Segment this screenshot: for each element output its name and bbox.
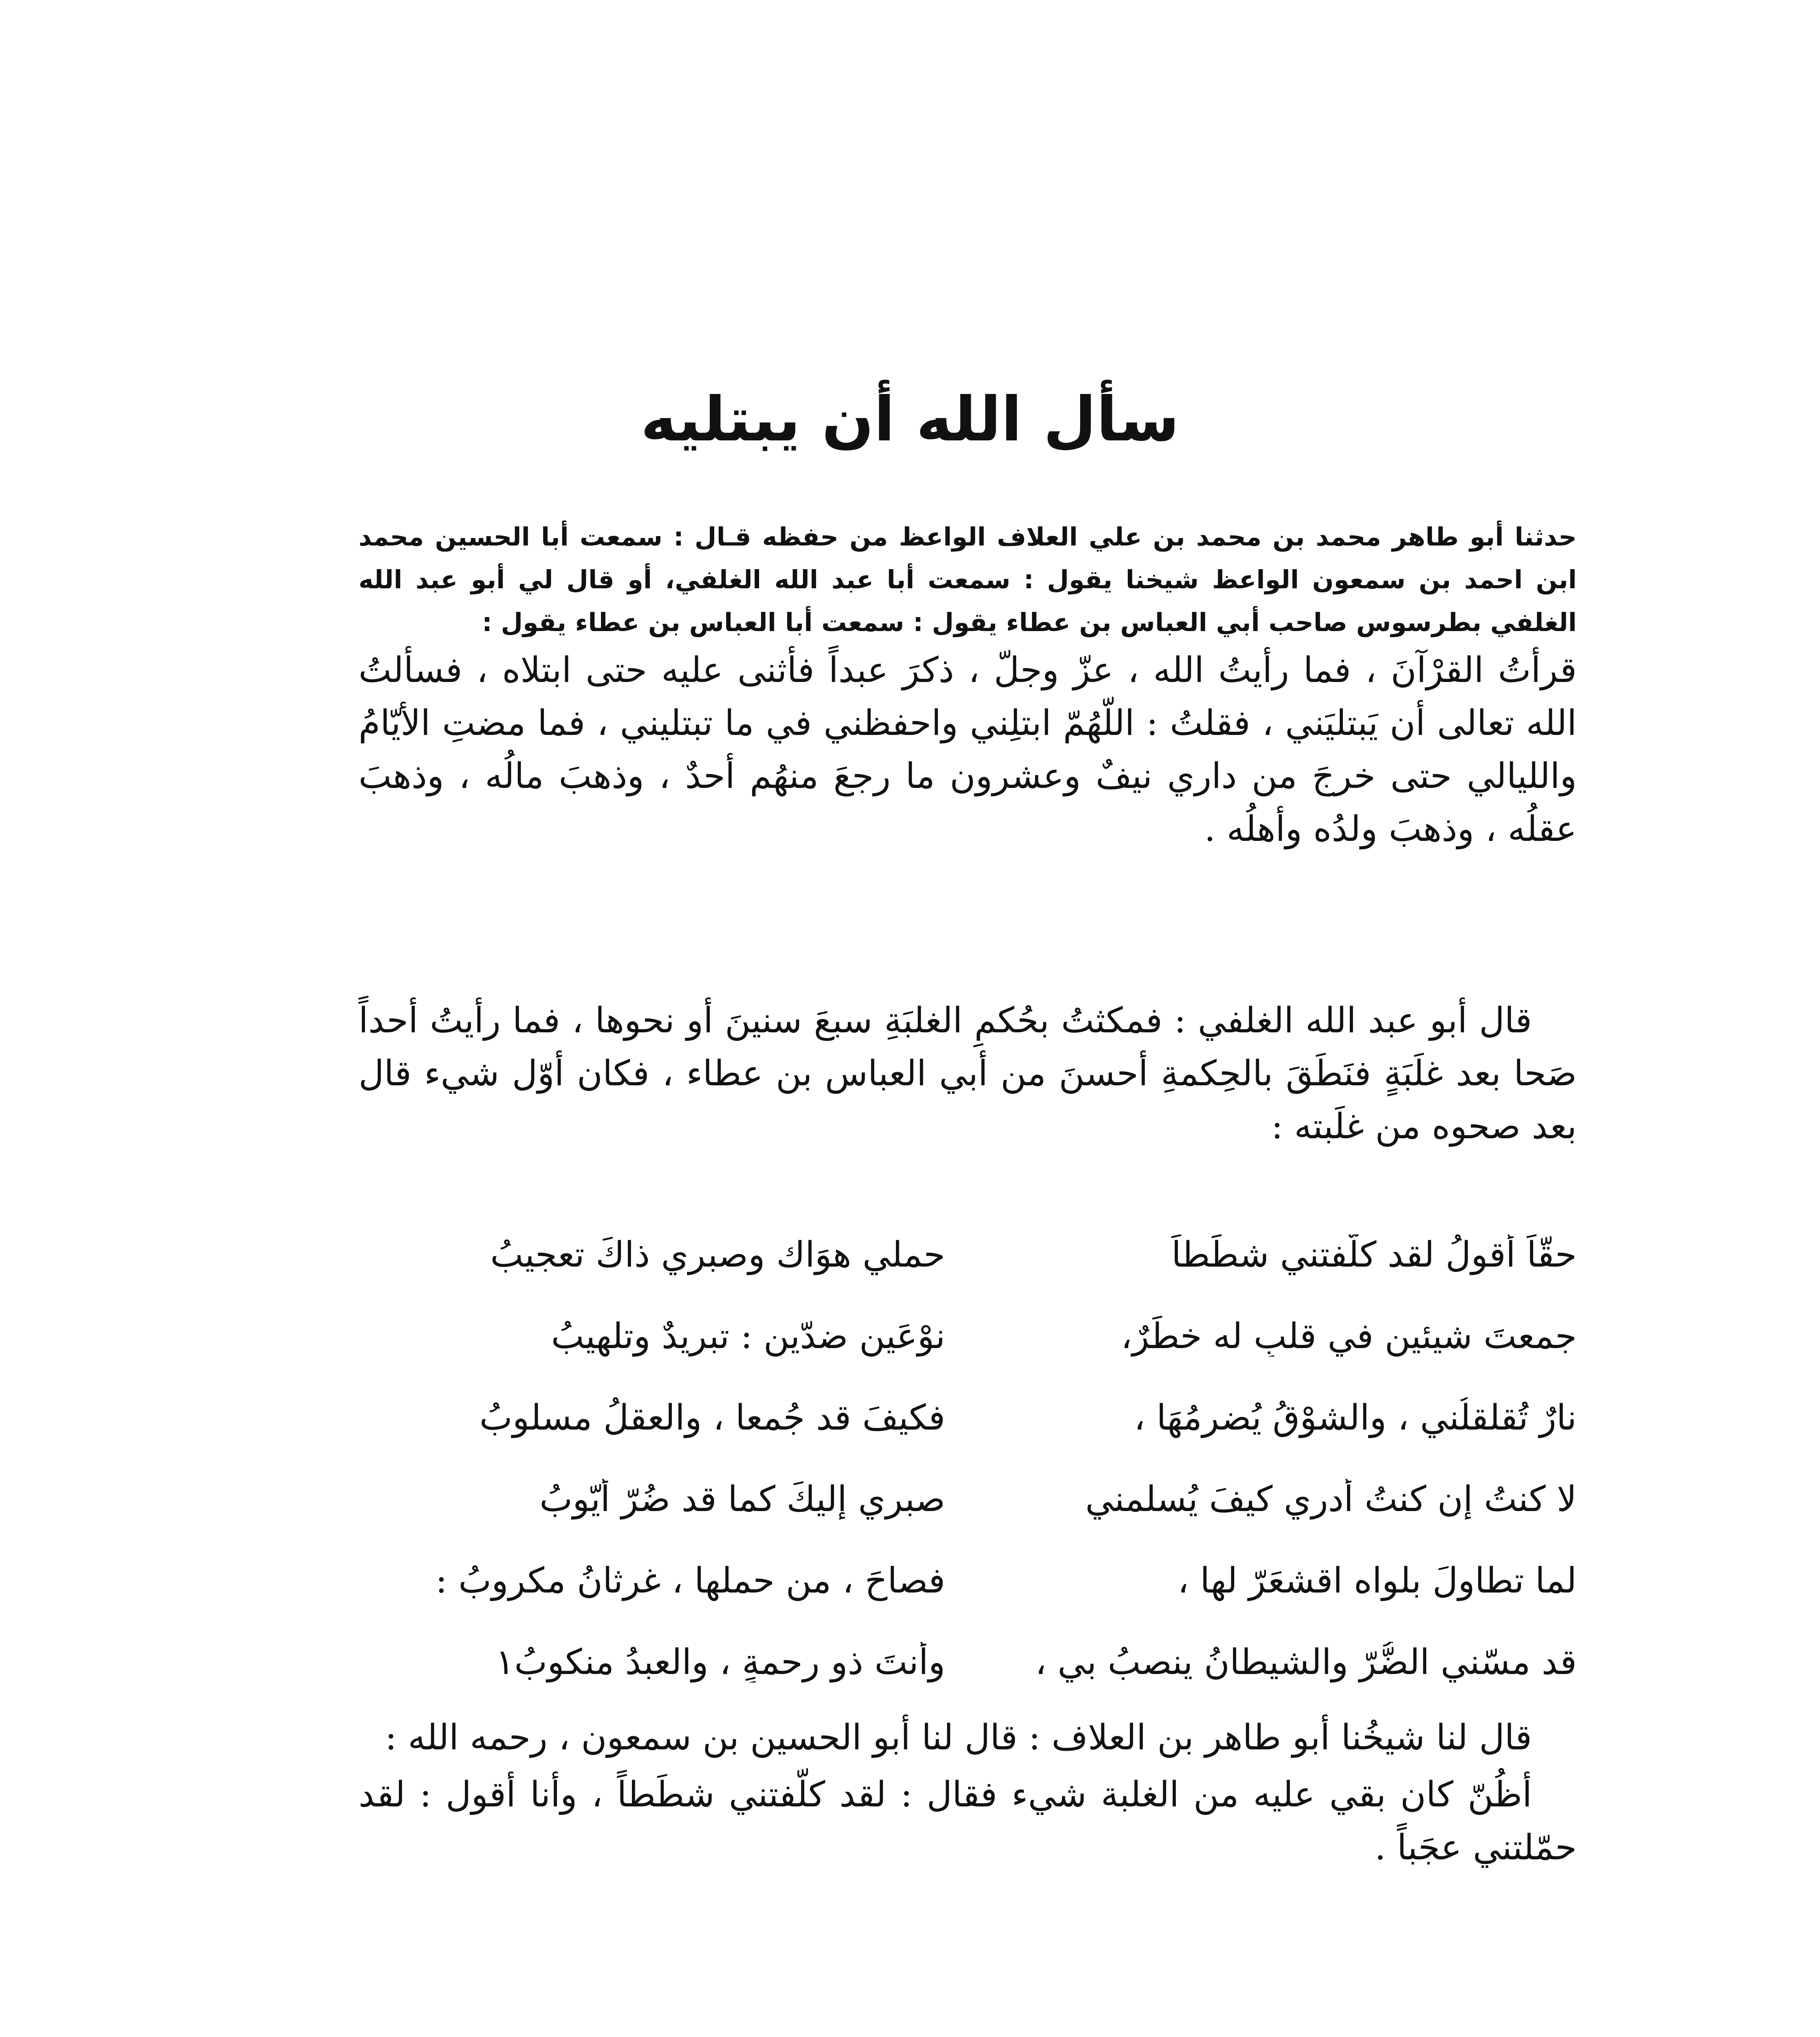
paragraph-4: أظُنّ كان بقي عليه من الغلبة شيء فقال : لقد كلّفتني شطَطاً ، وأنا أقول : لقد حمّلتني عجَباً . (359, 1774, 1577, 1868)
verse-second-hemistich: صبري إليكَ كما قد ضُرّ أيّوبُ (539, 1479, 945, 1520)
verse-first-hemistich: نارٌ تُقلقلُني ، والشوْقُ يُضرِمُهَا ، (1134, 1397, 1577, 1438)
verse-first-hemistich: قد مسّني الضُّرّ والشيطانُ ينصبُ بي ، (1035, 1642, 1577, 1683)
paragraph-2: قال أبو عبد الله الغلفي : فمكثتُ بحُكمِ الغلبَةِ سبعَ سنينَ أو نحوها ، فما رأيتُ أحداً صَحا بعد غلَبَةٍ فنَطَقَ بالحِكمةِ أحسنَ من أبي العباس بن عطاء ، فكان أوّل شيء قال بعد صحوه من غلَبته : (359, 1000, 1577, 1147)
poem-verse (359, 1540, 1577, 1621)
verse-second-hemistich: فكيفَ قد جُمعا ، والعقلُ مسلوبُ (479, 1397, 945, 1438)
verse-second-hemistich: نوْعَينِ ضدّينِ : تبريدٌ وتلهيبُ (551, 1316, 945, 1357)
verse-first-hemistich: حقّاً أقولُ لقد كلّفتني شطَطاً (1171, 1234, 1577, 1275)
paragraph-3: قال لنا شيخُنا أبو طاهر بن العلاف : قال لنا أبو الحسين بن سمعون ، رحمه الله : (385, 1717, 1532, 1758)
verse-second-hemistich: فصاحَ ، من حملها ، غرثانُ مكروبُ : (435, 1560, 945, 1601)
verse-first-hemistich: لما تطاولَ بلواه اقشعَرّ لها ، (1177, 1560, 1577, 1601)
verse-second-hemistich: حملي هوَاك وصبري ذاكَ تعجيبُ (490, 1234, 945, 1275)
verse-first-hemistich: لا كنتُ إن كنتُ أدري كيفَ يُسلمني (1085, 1479, 1577, 1520)
paragraph-1: قرأتُ القرْآنَ ، فما رأيتُ الله ، عزّ وجلّ ، ذكرَ عبداً فأثنى عليه حتى ابتلاه ، فسألتُ الله تعالى أن يَبتليَني ، فقلتُ : اللّهُمّ ابتلِني واحفظني في ما تبتليني ، فما مضتِ الأيّامُ والليالي حتى خرجَ من داري نيفٌ وعشرون ما رجعَ منهُم أحدٌ ، وذهبَ مالُه ، وذهبَ عقلُه ، وذهبَ ولدُه وأهلُه . (359, 650, 1577, 849)
poem (359, 1214, 1577, 1703)
isnad-chain: حدثنا أبو طاهر محمد بن محمد بن علي العلاف الواعظ من حفظه قـال : سمعت أبا الحسين محمد ابن احمد بن سمعون الواعظ شيخنا يقول : سمعت أبا عبد الله الغلفي، أو قال لي أبو عبد الله الغلفي بطرسوس صاحب أبي العباس بن عطاء يقول : سمعت أبا العباس بن عطاء يقول : (359, 522, 1577, 637)
chapter-title: سأل الله أن يبتليه (640, 384, 1180, 455)
poem-verse (359, 1377, 1577, 1458)
verse-second-hemistich: وأنتَ ذو رحمةٍ ، والعبدُ منكوبُ١ (495, 1642, 945, 1683)
verse-first-hemistich: جمعتَ شيئينِ في قلبٍ له خطَرٌ، (1121, 1316, 1577, 1357)
poem-verse (359, 1621, 1577, 1703)
poem-verse (359, 1458, 1577, 1540)
poem-verse (359, 1214, 1577, 1296)
poem-verse (359, 1296, 1577, 1377)
